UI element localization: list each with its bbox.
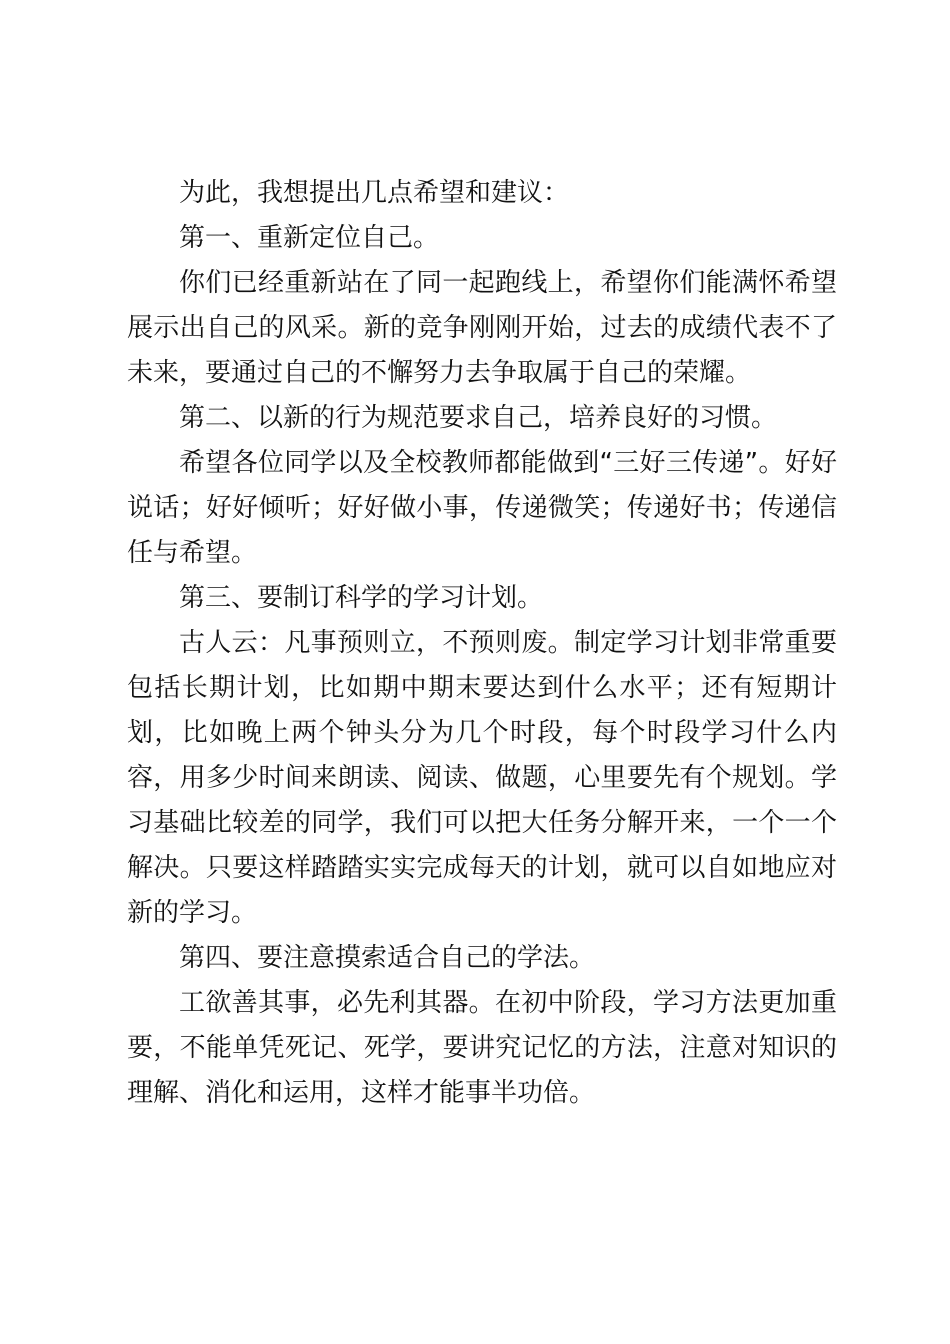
heading-point-one: 第一、重新定位自己。 [179, 223, 440, 253]
heading-point-three: 第三、要制订科学的学习计划。 [179, 583, 544, 613]
paragraph-point-two: 希望各位同学以及全校教师都能做到“三好三传递”。好好说话；好好倾听；好好做小事，传递微笑；传递好书；传递信任与希望。 [127, 448, 837, 568]
heading-point-two: 第二、以新的行为规范要求自己，培养良好的习惯。 [179, 403, 778, 433]
paragraph-point-one: 你们已经重新站在了同一起跑线上，希望你们能满怀希望展示出自己的风采。新的竞争刚刚开始，过去的成绩代表不了未来，要通过自己的不懈努力去争取属于自己的荣耀。 [127, 268, 837, 388]
heading-point-four: 第四、要注意摸索适合自己的学法。 [179, 943, 596, 973]
paragraph-intro: 为此，我想提出几点希望和建议： [179, 178, 570, 208]
paragraph-point-three: 古人云：凡事预则立，不预则废。制定学习计划非常重要包括长期计划，比如期中期末要达到什么水平；还有短期计划，比如晚上两个钟头分为几个时段，每个时段学习什么内容，用多少时间来朗读、阅读、做题，心里要先有个规划。学习基础比较差的同学，我们可以把大任务分解开来，一个一个解决。只要这样踏踏实实完成每天的计划，就可以自如地应对新的学习。 [127, 628, 837, 928]
document-body [127, 171, 837, 1116]
paragraph-point-four: 工欲善其事，必先利其器。在初中阶段，学习方法更加重要，不能单凭死记、死学，要讲究记忆的方法，注意对知识的理解、消化和运用，这样才能事半功倍。 [127, 988, 837, 1108]
